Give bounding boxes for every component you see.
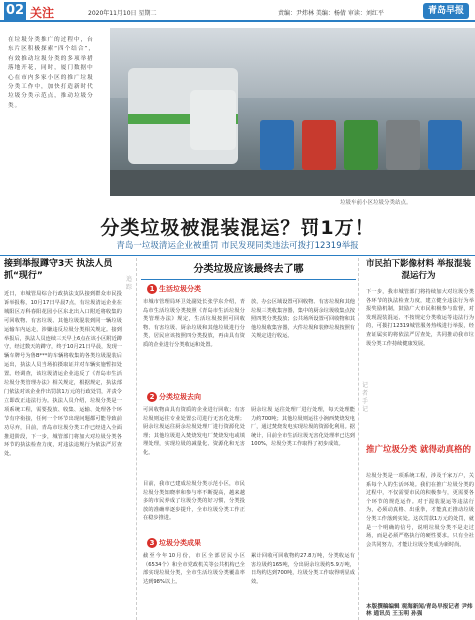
section-number: 2 xyxy=(147,392,157,402)
section-number: 3 xyxy=(147,538,157,548)
section-2-text-a: 可回收物由具有资质的企业进行回收；有害垃圾则运往专业处置公司进行无害化处理；厨余垃圾运往厨余垃圾处理厂进行资源化处理；其他垃圾进入焚烧发电厂焚烧发电或填埋处理，实现垃圾的减量化、资源化和无害化。 xyxy=(143,407,245,456)
left-article-body: 近日，市城管局综合行政执法支队接到群众市民投诉举报称，10月17日早晨7点，有垃圾清运企业在城阳区万科春阳花园小区东北出入口附近将收集的可回收物、有害垃圾、其他垃圾混装到同一辆垃圾运输车内运走，涉嫌违反垃圾分类相关规定。接到举报后，执法人员连续三天早上6点在该小区附近蹲守，经过数天的蹲守，终于10月21日早晨，发现一辆车牌号为鲁B***的车辆将收集的各类垃圾混装后运出，执法人员当场拍摄取证并对车辆实施暂扣处置。经调查，该垃圾清运企业违反了《青岛市生活垃圾分类管理办法》相关规定，根据规定，执法部门依法对该企业作出罚款1万元的行政处罚，并责令立即改正违法行为。执法人员介绍，垃圾分类是一项系统工程，需要投放、收集、运输、处理各个环节有序衔接，任何一个环节出现问题都可能导致前功尽弃，目前，青岛市垃圾分类工作已经进入全面推进阶段，下一步，城管部门将加大对垃圾分类各环节的执法检查力度，对违法违规行为依法严厉查处。 xyxy=(4,291,122,458)
page-header xyxy=(0,0,475,22)
section-3-header xyxy=(147,538,217,548)
section-2-text-c: 目前，我市已建成垃圾分类示范小区，市民垃圾分类知晓率和参与率不断提高，越来越多的市民养成了垃圾分类的好习惯，分类投放的准确率逐步提升，全市垃圾分类工作正在稳步推进。 xyxy=(143,481,245,521)
garbage-truck-photo xyxy=(110,28,475,196)
divider xyxy=(0,255,475,256)
section-2-text-b: 厨余垃圾 运往处理厂进行处理，每天处理能力约700吨；其他垃圾则运往小涧西焚烧发电厂，通过焚烧发电实现垃圾的资源化利用。据统计，目前全市生活垃圾无害化处理率已达到100%，垃圾分类工作取得了初步成效。 xyxy=(251,407,355,447)
truck-cab xyxy=(190,90,236,150)
issue-date: 2020年11月10日 星期二 xyxy=(88,10,157,17)
section-number: 1 xyxy=(147,284,157,294)
right-article xyxy=(362,258,475,620)
right-article-title: 市民拍下影像材料 举报混装混运行为 xyxy=(366,259,471,281)
newspaper-logo: 青岛早报 xyxy=(423,3,469,19)
center-article-title: 分类垃圾应该最终去了哪 xyxy=(141,260,356,280)
section-label: 垃圾分类成果 xyxy=(159,539,201,547)
section-3-text-b: 累计回收可回收物约27.8万吨，分类收运有害垃圾约165吨，分出厨余垃圾约5.9万吨，日均约达到700吨，垃圾分类工作取得明显成效。 xyxy=(251,553,355,585)
recyclable-bin xyxy=(428,120,462,170)
left-article xyxy=(4,258,122,620)
intro-text: 在垃圾分类推广的过程中，台东片区积极探索“四个结合”，有效推动垃圾分类的多项举措落地开花，同时，厦门数据中心在市内多家小区的推广垃圾分类工作中，加快打造新时代垃圾分类示范点，推动垃圾分类。 xyxy=(8,37,95,109)
editor-credits: 责编：尹炜林 美编：杨倩 审读：刘红平 xyxy=(278,10,384,17)
section-3-text-a: 截至今年10月份，市区全部居民小区（6534个）和全市党政机关等公共机构已全部实现垃圾分类，全市生活垃圾分类覆盖率达到98%以上。 xyxy=(143,553,245,585)
left-article-title: 接到举报蹲守3天 执法人员抓“现行” xyxy=(4,259,113,281)
hazardous-bin xyxy=(302,120,336,170)
side-label-notes: 记者手记 xyxy=(362,382,369,413)
commentary-title: 推广垃圾分类 就得动真格的 xyxy=(366,445,471,455)
section-label: 分类垃圾去向 xyxy=(159,393,201,401)
sub-headline: 青岛一垃圾清运企业被重罚 市民发现同类违法可拨打12319举报 xyxy=(116,241,359,251)
section-1-text-a: 市城市管理局环卫处副处长张学东介绍，青岛市生活垃圾分类按照《青岛市生活垃圾分类管理办法》规定，生活垃圾按照可回收物、有害垃圾、厨余垃圾和其他垃圾进行分类，居民应该按照四分类投放，再由具有资质的企业进行分类收运和处置。 xyxy=(143,299,245,348)
recyclable-bin xyxy=(260,120,294,170)
side-label-tracking: 追踪 xyxy=(126,276,133,291)
right-article-body: 下一步，我市城管部门将持续加大对垃圾分类各环节的执法检查力度，建立健全违法行为举报奖励机制，鼓励广大市民积极参与监督，对发现混装混运、不按规定分类收运等违法行为的，可拨打12319城管服务热线进行举报，经查证属实的将依法严厉查处，共同推动我市垃圾分类工作持续健康发展。 xyxy=(366,289,474,347)
photo-caption: 垃圾车前小区垃圾分类站点。 xyxy=(340,200,412,206)
kitchen-bin xyxy=(344,120,378,170)
section-1-header xyxy=(147,284,217,294)
truck-shape xyxy=(128,68,238,164)
commentary-body: 垃圾分类是一项系统工程，涉及千家万户，关系每个人的生活环境。我们在推广垃圾分类的过程中，不仅需要市民的积极参与，更需要各个环节的规范运作。对于混装混运等违法行为，必须动真格、出重拳，才能真正推动垃圾分类工作落到实处。这次罚款1万元的处罚，就是一个明确的信号，说明垃圾分类不是走过场，而是必须严格执行的硬性要求。只有全社会共同努力，才能让垃圾分类成为新时尚。 xyxy=(366,473,474,548)
section-1-text-b: 放，办公区域设置可回收物、有害垃圾和其他垃圾三类收集容器，集中的厨余垃圾收集点按照四类分类投放；公共场所设置可回收物和其他垃圾收集容器，大件垃圾和装修垃圾按照有关规定进行收运。 xyxy=(251,299,355,339)
section-2-header xyxy=(147,392,217,402)
sorting-bins xyxy=(260,120,470,170)
center-article xyxy=(136,258,359,620)
page-number: 02 xyxy=(5,3,25,18)
section-name: 关注 xyxy=(30,6,55,20)
main-headline: 分类垃圾被混装混运？罚1万！ xyxy=(100,217,375,239)
byline-footer: 本版撰稿编辑 观海新闻/青岛早报记者 尹炜林 通讯员 王玉明 孙强 xyxy=(366,604,473,617)
other-bin xyxy=(386,120,420,170)
photo-ground xyxy=(110,170,475,196)
section-label: 生活垃圾分类 xyxy=(159,285,201,293)
